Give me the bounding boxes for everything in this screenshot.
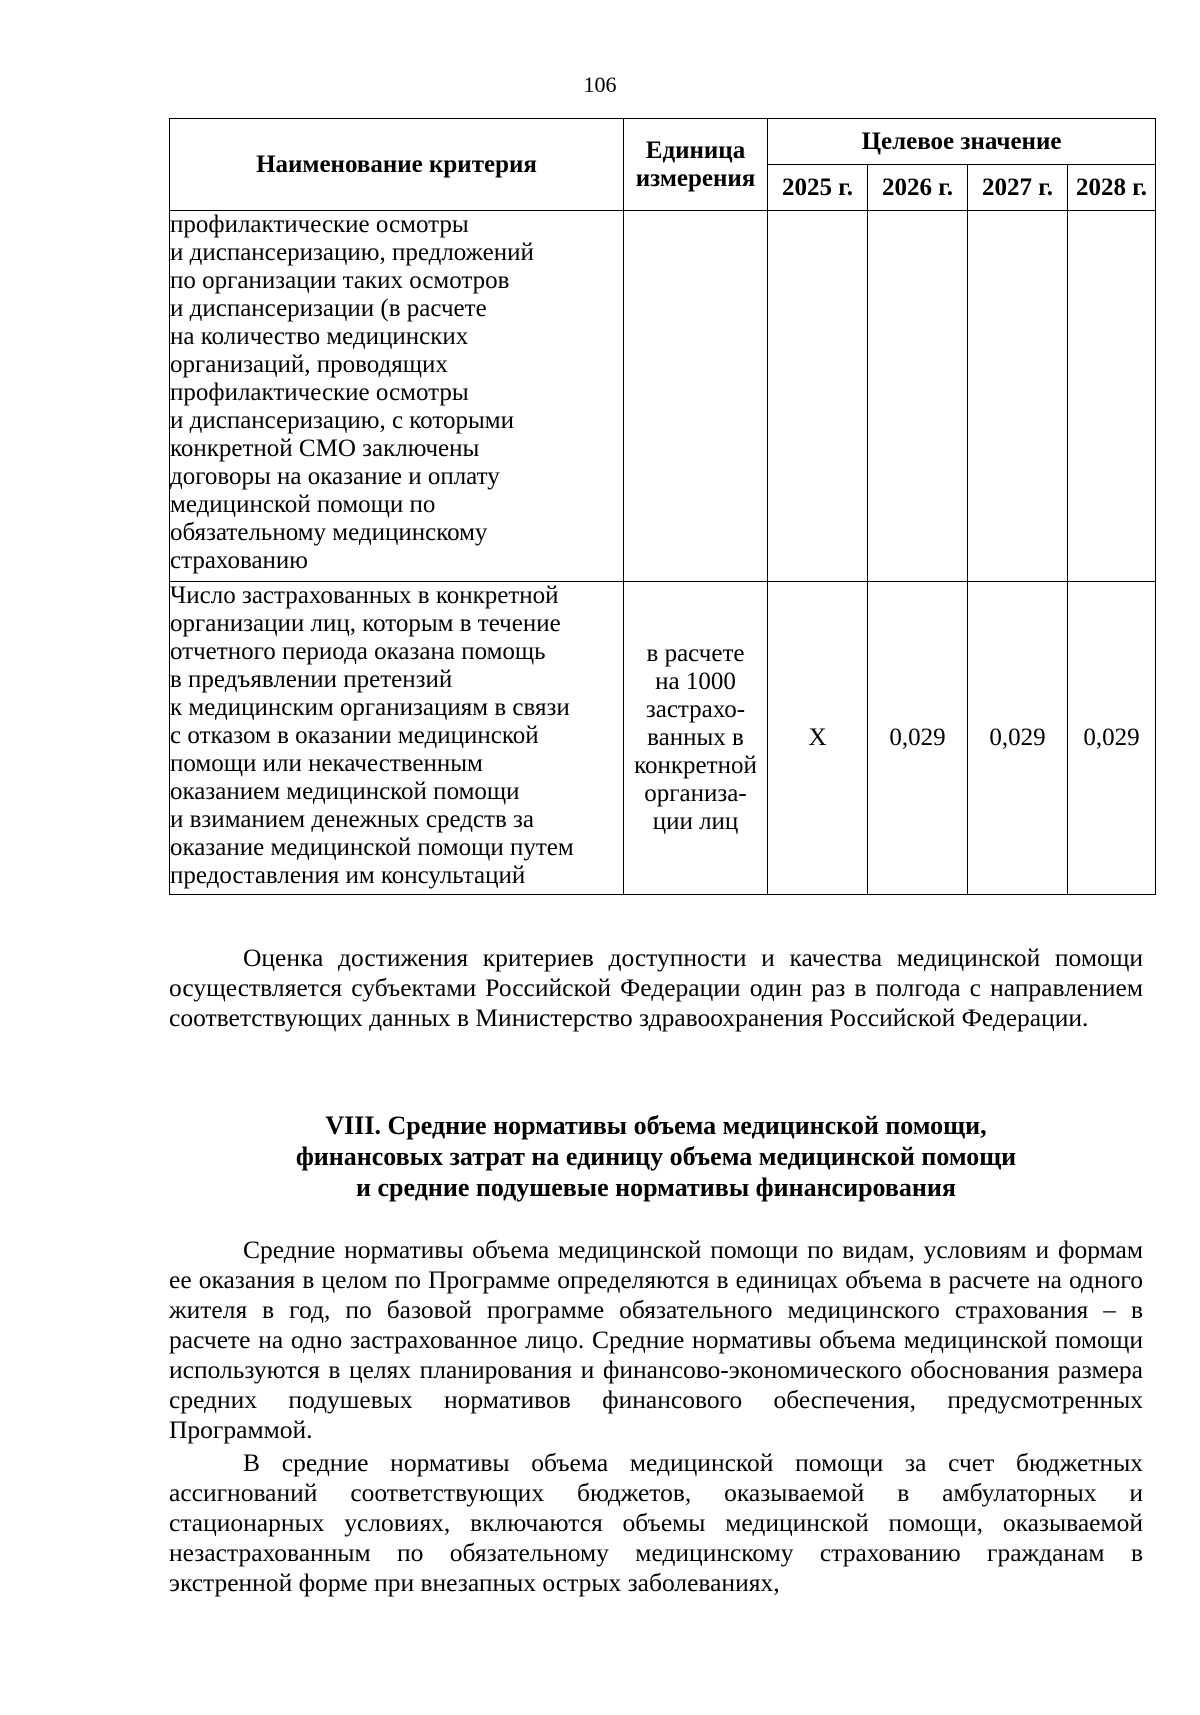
value-2028-cell: 0,029 [1068, 582, 1156, 895]
text-line: в предъявлении претензий [170, 666, 453, 693]
text-line: и диспансеризацию, с которыми [170, 407, 514, 434]
value-2026-cell: 0,029 [868, 582, 968, 895]
value-2025-cell [768, 211, 868, 582]
value-2027-cell: 0,029 [968, 582, 1068, 895]
text-line: профилактические осмотры [170, 211, 469, 238]
table-row [170, 211, 1156, 582]
table-row [170, 582, 1156, 895]
criteria-table [169, 118, 1156, 895]
text-line: предоставления им консультаций [170, 862, 526, 889]
paragraph-text: Оценка достижения критериев доступности и качества медицинской помощи осуществляется субъектами Российской Федерации один раз в полгода с направлением соответствующих данных в Министерство здравоохранения Российской Федерации. [169, 943, 1143, 1032]
unit-cell [624, 211, 768, 582]
value-2025-cell: Х [768, 582, 868, 895]
value-2028-cell [1068, 211, 1156, 582]
text-line: отчетного периода оказана помощь [170, 638, 546, 665]
header-year-2028: 2028 г. [1068, 165, 1156, 211]
text-line: организации лиц, которым в течение [170, 610, 561, 637]
text-line: конкретной [634, 752, 757, 779]
text-line: оказание медицинской помощи путем [170, 834, 574, 861]
header-year-2025: 2025 г. [768, 165, 868, 211]
text-line: страхованию [170, 547, 308, 574]
paragraph-budget [169, 1448, 1143, 1598]
text-line: ции лиц [652, 808, 739, 835]
text-line: профилактические осмотры [170, 379, 469, 406]
page-number: 106 [583, 72, 617, 97]
paragraph-text: В средние нормативы объема медицинской помощи за счет бюджетных ассигнований соответствующих бюджетов, оказываемой в амбулаторных и стационарных условиях, включаются объемы медицинской помощи, оказываемой незастрахованным по обязательному медицинскому страхованию гражданам в экстренной форме при внезапных острых заболеваниях, [169, 1448, 1143, 1597]
paragraph-norms [169, 1235, 1143, 1445]
value-2026-cell [868, 211, 968, 582]
header-unit-line1: Единица [645, 136, 746, 164]
criterion-name-cell [170, 582, 624, 895]
text-line: застрахо- [645, 696, 746, 723]
text-line: ванных в [647, 724, 744, 751]
header-year-2027: 2027 г. [968, 165, 1068, 211]
criterion-name-cell [170, 211, 624, 582]
text-line: договоры на оказание и оплату [170, 463, 500, 490]
unit-cell [624, 582, 768, 895]
text-line: помощи или некачественным [170, 750, 483, 777]
heading-line: финансовых затрат на единицу объема медицинской помощи [295, 1142, 1017, 1171]
text-line: на 1000 [655, 668, 736, 695]
header-year-2026: 2026 г. [868, 165, 968, 211]
text-line: медицинской помощи по [170, 491, 436, 518]
heading-line: и средние подушевые нормативы финансирования [356, 1173, 956, 1202]
heading-line: VIII. Средние нормативы объема медицинской помощи, [325, 1111, 987, 1140]
text-line: и диспансеризации (в расчете [170, 295, 487, 322]
text-line: оказанием медицинской помощи [170, 778, 520, 805]
header-unit-line2: измерения [635, 164, 756, 192]
text-line: с отказом в оказании медицинской [170, 722, 539, 749]
text-line: в расчете [646, 640, 745, 667]
text-line: к медицинским организациям в связи [170, 694, 570, 721]
paragraph-assessment [169, 943, 1143, 1033]
text-line: на количество медицинских [170, 323, 469, 350]
text-line: обязательному медицинскому [170, 519, 488, 546]
text-line: по организации таких осмотров [170, 267, 510, 294]
text-line: и диспансеризацию, предложений [170, 239, 534, 266]
header-unit [624, 119, 768, 211]
text-line: и взиманием денежных средств за [170, 806, 534, 833]
text-line: конкретной СМО заключены [170, 435, 480, 462]
value-2027-cell [968, 211, 1068, 582]
paragraph-text: Средние нормативы объема медицинской помощи по видам, условиям и формам ее оказания в целом по Программе определяются в единицах объема в расчете на одного жителя в год, по базовой программе обязательного медицинского страхования – в расчете на одно застрахованное лицо. Средние нормативы объема медицинской помощи используются в целях планирования и финансово-экономического обоснования размера средних подушевых нормативов финансового обеспечения, предусмотренных Программой. [169, 1235, 1143, 1444]
text-line: организаций, проводящих [170, 351, 448, 378]
text-line: организа- [644, 780, 747, 807]
header-target-value: Целевое значение [768, 119, 1156, 165]
section-heading [169, 1110, 1143, 1203]
text-line: Число застрахованных в конкретной [170, 582, 559, 609]
header-criterion-name: Наименование критерия [170, 119, 624, 211]
